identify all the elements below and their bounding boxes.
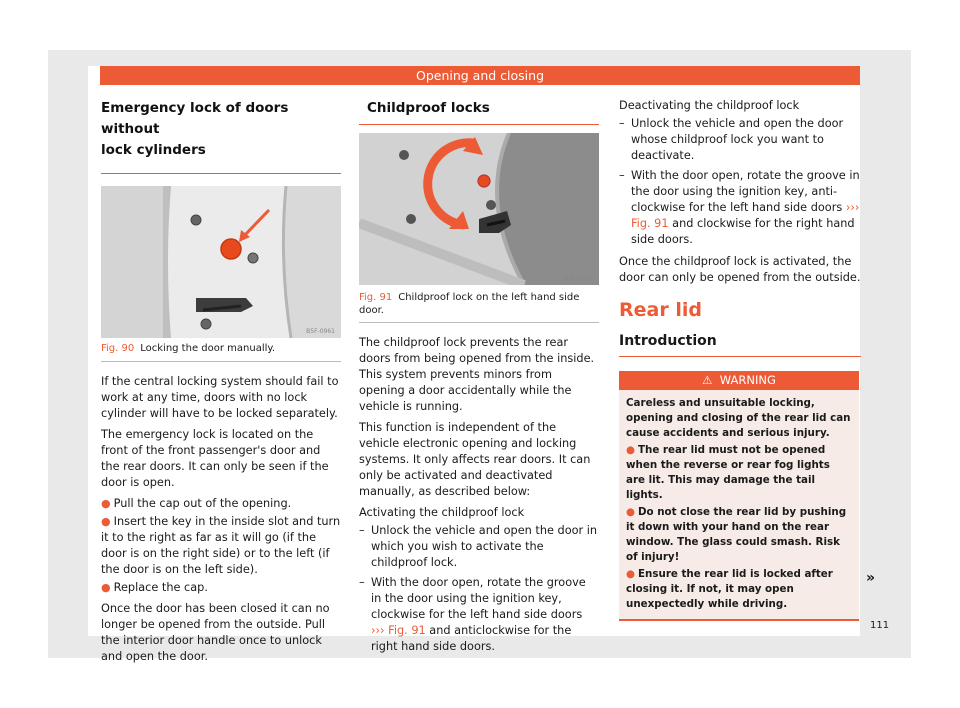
warning-title: WARNING	[719, 373, 776, 387]
bullet-icon: ●	[101, 515, 111, 528]
page-number: 111	[870, 620, 890, 631]
warning-item	[626, 443, 852, 503]
xref-arrow: ›››	[845, 201, 860, 214]
heading-line-1: Emergency lock of doors without	[101, 100, 289, 137]
list-item	[359, 575, 599, 655]
figure-reference-link[interactable]: Fig. 91	[388, 624, 426, 637]
warning-header	[619, 371, 859, 390]
column-2	[359, 98, 599, 659]
list-item	[101, 514, 341, 578]
bullet-icon: ●	[101, 497, 111, 510]
heading-emergency-lock	[101, 98, 341, 174]
warning-item-text: Ensure the rear lid is locked after closing it. If not, it may open unexpectedly while driving.	[626, 568, 833, 610]
warning-item-text: The rear lid must not be opened when the reverse or rear fog lights are lit. This may damage the tail lights.	[626, 444, 830, 501]
figure-code: B5F-0961	[306, 328, 335, 335]
bullet-icon: ●	[626, 444, 635, 456]
heading-childproof-locks: Childproof locks	[359, 98, 599, 125]
figure-90-image	[101, 186, 341, 338]
figure-91-image	[359, 133, 599, 285]
warning-text: Careless and unsuitable locking, opening and closing of the rear lid can cause accidents and serious injury.	[626, 397, 851, 439]
warning-body	[619, 390, 859, 619]
heading-line-2: lock cylinders	[101, 142, 206, 158]
paragraph: This function is independent of the vehicle electronic opening and locking systems. It only affects rear doors. It can only be activated and deactivated manually, as described below:	[359, 421, 591, 498]
paragraph: Once the childproof lock is activated, the door can only be opened from the outside.	[619, 255, 861, 284]
list-item	[101, 580, 341, 596]
figure-91-caption	[359, 291, 599, 323]
childproof-lock-illustration	[359, 133, 599, 285]
section-header: Opening and closing	[100, 66, 860, 85]
list-item: – Unlock the vehicle and open the door in which you wish to activate the childproof lock.	[359, 523, 599, 571]
figure-90-caption	[101, 342, 341, 362]
list-item-text: Replace the cap.	[113, 581, 208, 594]
list-item-text: and anticlockwise for the right hand side doors.	[371, 624, 572, 653]
subheading-activating: Activating the childproof lock	[359, 506, 525, 519]
subheading-deactivating: Deactivating the childproof lock	[619, 99, 800, 112]
heading-introduction: Introduction	[619, 332, 861, 357]
figure-number: Fig. 90	[101, 343, 135, 354]
column-1	[101, 98, 341, 670]
bullet-icon: ●	[101, 581, 111, 594]
paragraph: If the central locking system should fail to work at any time, doors with no lock cylinder will have to be locked separately.	[101, 375, 339, 420]
warning-item	[626, 505, 852, 565]
list-item-text: With the door open, rotate the groove in the door using the ignition key, clockwise for the left hand side doors	[371, 576, 586, 621]
section-title-rear-lid: Rear lid	[619, 299, 702, 321]
figure-reference-link[interactable]: Fig. 91	[631, 217, 669, 230]
figure-number: Fig. 91	[359, 292, 393, 303]
paragraph: Once the door has been closed it can no longer be opened from the outside. Pull the interior door handle once to unlock and open the door.	[101, 602, 330, 663]
bullet-icon: ●	[626, 506, 635, 518]
continue-arrow: »	[866, 570, 876, 586]
door-lock-illustration	[101, 186, 341, 338]
bullet-icon: ●	[626, 568, 635, 580]
list-item: – Unlock the vehicle and open the door whose childproof lock you want to deactivate.	[619, 116, 861, 164]
xref-arrow: ›››	[371, 624, 385, 637]
list-item-text: With the door open, rotate the groove in the door using the ignition key, anti-clockwise for the left hand side doors	[631, 169, 860, 214]
list-item-text: Pull the cap out of the opening.	[113, 497, 292, 510]
warning-icon: ⚠	[702, 373, 713, 387]
caption-text: Childproof lock on the left hand side door.	[359, 292, 580, 316]
list-item-text: and clockwise for the right hand side doors.	[631, 217, 855, 246]
paragraph: The emergency lock is located on the front of the front passenger's door and the rear doors. It can only be seen if the door is open.	[101, 428, 329, 489]
warning-item	[626, 567, 852, 612]
warning-box	[619, 371, 859, 621]
figure-code: B5F-0959	[564, 275, 593, 282]
warning-item-text: Do not close the rear lid by pushing it down with your hand on the rear window. The glass could smash. Risk of injury!	[626, 506, 847, 563]
list-item-text: Insert the key in the inside slot and turn it to the right as far as it will go (if the door is on the right side) or to the left (if the door is on the left side).	[101, 515, 341, 576]
paragraph: The childproof lock prevents the rear doors from being opened from the inside. This system prevents minors from opening a door accidentally while the vehicle is running.	[359, 336, 595, 413]
list-item	[619, 168, 861, 248]
caption-text: Locking the door manually.	[140, 343, 276, 354]
list-item	[101, 496, 341, 512]
column-3	[619, 98, 861, 621]
